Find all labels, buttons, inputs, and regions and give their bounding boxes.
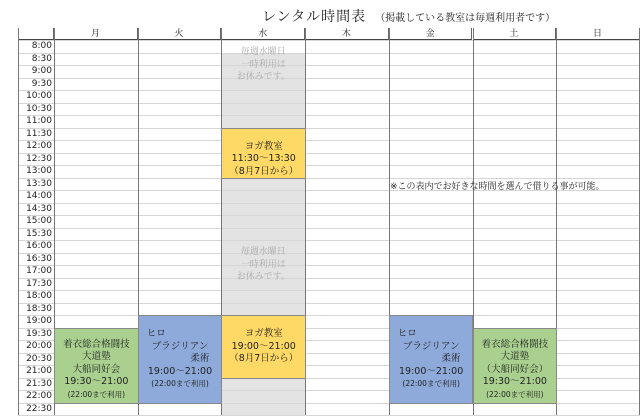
time-label: 22:00 (26, 391, 52, 401)
event-text: 大船同好会 (72, 363, 121, 375)
row-divider (18, 165, 640, 166)
title-main: レンタル時間表 (262, 9, 367, 25)
row-divider (18, 215, 640, 216)
event-text: ブラジリアン (151, 340, 209, 352)
row-divider (18, 303, 640, 304)
row-divider (18, 90, 640, 91)
note-line: 一時利用は (240, 59, 286, 70)
event-usage-note: (22:00まで利用) (486, 389, 544, 399)
time-label: 22:30 (26, 403, 52, 414)
row-divider (18, 53, 640, 54)
time-label: 14:00 (26, 191, 52, 201)
row-divider (18, 65, 640, 66)
day-header: 火 (138, 28, 222, 40)
event-text: 大道塾 (82, 351, 111, 362)
event-text: 大道塾 (500, 351, 530, 362)
event-text: 柔術 (190, 353, 210, 364)
event-text: ヨガ教室 (244, 140, 283, 152)
event-text: 11:30～13:30 (231, 153, 296, 164)
page-title (262, 6, 555, 26)
note-line: お休みです。 (236, 72, 290, 82)
time-label: 21:30 (26, 378, 52, 389)
rental-timetable (0, 28, 640, 416)
row-divider (18, 128, 640, 129)
event-text: ヒロ (397, 328, 417, 339)
row-divider (18, 140, 640, 141)
time-label: 16:30 (26, 253, 52, 264)
wednesday-closed-note (221, 46, 305, 84)
time-label: 9:00 (31, 66, 52, 76)
event-text: 19:00～21:00 (147, 365, 213, 377)
row-divider (18, 103, 640, 104)
note-line: 一時利用は (240, 259, 286, 270)
time-label: 21:00 (26, 366, 52, 376)
row-divider (18, 153, 640, 154)
time-label: 12:00 (26, 141, 52, 151)
event-usage-note: (22:00まで利用) (402, 379, 460, 388)
time-label: 8:30 (31, 53, 52, 64)
time-label: 13:00 (26, 166, 52, 176)
event-text: 19:00～21:00 (399, 365, 464, 377)
time-label: 18:00 (26, 291, 52, 301)
event-block[interactable] (54, 328, 139, 404)
row-divider (18, 290, 640, 291)
event-text: （大船同好会） (481, 363, 549, 375)
note-line: 毎週水曜日 (240, 47, 286, 57)
event-text: ブラジリアン (402, 340, 460, 352)
note-line: 毎週水曜日 (240, 247, 286, 257)
event-text: （8月7日から） (229, 165, 299, 177)
event-text: 着衣総合格闘技 (481, 338, 549, 350)
event-text: 着衣総合格闘技 (63, 338, 130, 350)
day-header: 木 (305, 28, 389, 40)
time-label: 16:00 (26, 241, 52, 251)
row-divider (18, 40, 640, 41)
row-divider (18, 228, 640, 229)
event-block[interactable] (221, 315, 306, 379)
time-label: 15:30 (26, 228, 52, 239)
day-header: 日 (556, 28, 640, 40)
event-text: ヒロ (146, 328, 166, 339)
time-label: 12:30 (26, 153, 52, 164)
time-label: 10:30 (26, 103, 52, 114)
title-subtitle: （掲載している教室は毎週利用者です） (375, 13, 556, 24)
note-line: お休みです。 (236, 272, 290, 282)
event-block[interactable] (389, 315, 474, 404)
row-divider (18, 203, 640, 204)
event-text: 19:00～21:00 (231, 340, 296, 352)
day-header: 月 (54, 28, 138, 40)
event-text: 柔術 (441, 353, 461, 364)
time-label: 13:30 (26, 178, 52, 189)
time-label: 17:00 (26, 266, 52, 276)
row-divider (18, 278, 640, 279)
time-label: 8:00 (31, 41, 52, 51)
event-text: 19:30～21:00 (482, 376, 547, 387)
time-label: 20:00 (26, 341, 52, 351)
row-divider (18, 240, 640, 241)
event-usage-note: (22:00まで利用) (151, 379, 209, 388)
wednesday-closed-note (221, 246, 305, 284)
time-label: 9:30 (31, 78, 52, 89)
event-block[interactable] (138, 315, 223, 404)
row-divider (18, 253, 640, 254)
day-header: 土 (473, 28, 557, 40)
time-label: 19:00 (26, 316, 52, 326)
event-text: ヨガ教室 (244, 328, 283, 339)
time-label: 20:30 (26, 353, 52, 364)
time-label: 10:00 (26, 91, 52, 101)
time-label: 17:30 (26, 278, 52, 289)
event-text: 19:30～21:00 (64, 376, 129, 387)
event-usage-note: (22:00まで利用) (67, 389, 126, 399)
event-block[interactable] (221, 128, 306, 179)
day-header: 水 (221, 28, 305, 40)
row-divider (18, 265, 640, 266)
table-remark: ※この表内でお好きな時間を選んで借りる事が可能。 (390, 181, 605, 192)
time-label: 19:30 (26, 328, 52, 339)
event-text: （8月7日から） (229, 353, 299, 364)
time-label: 15:00 (26, 216, 52, 226)
column-divider (18, 28, 19, 415)
time-header-cell (18, 28, 54, 40)
time-label: 14:30 (26, 203, 52, 214)
event-block[interactable] (473, 328, 558, 404)
row-divider (18, 78, 640, 79)
time-label: 11:00 (26, 116, 52, 126)
row-divider (18, 115, 640, 116)
day-header: 金 (389, 28, 473, 40)
row-divider (18, 315, 640, 316)
time-label: 18:30 (26, 303, 52, 314)
time-label: 11:30 (26, 128, 52, 139)
